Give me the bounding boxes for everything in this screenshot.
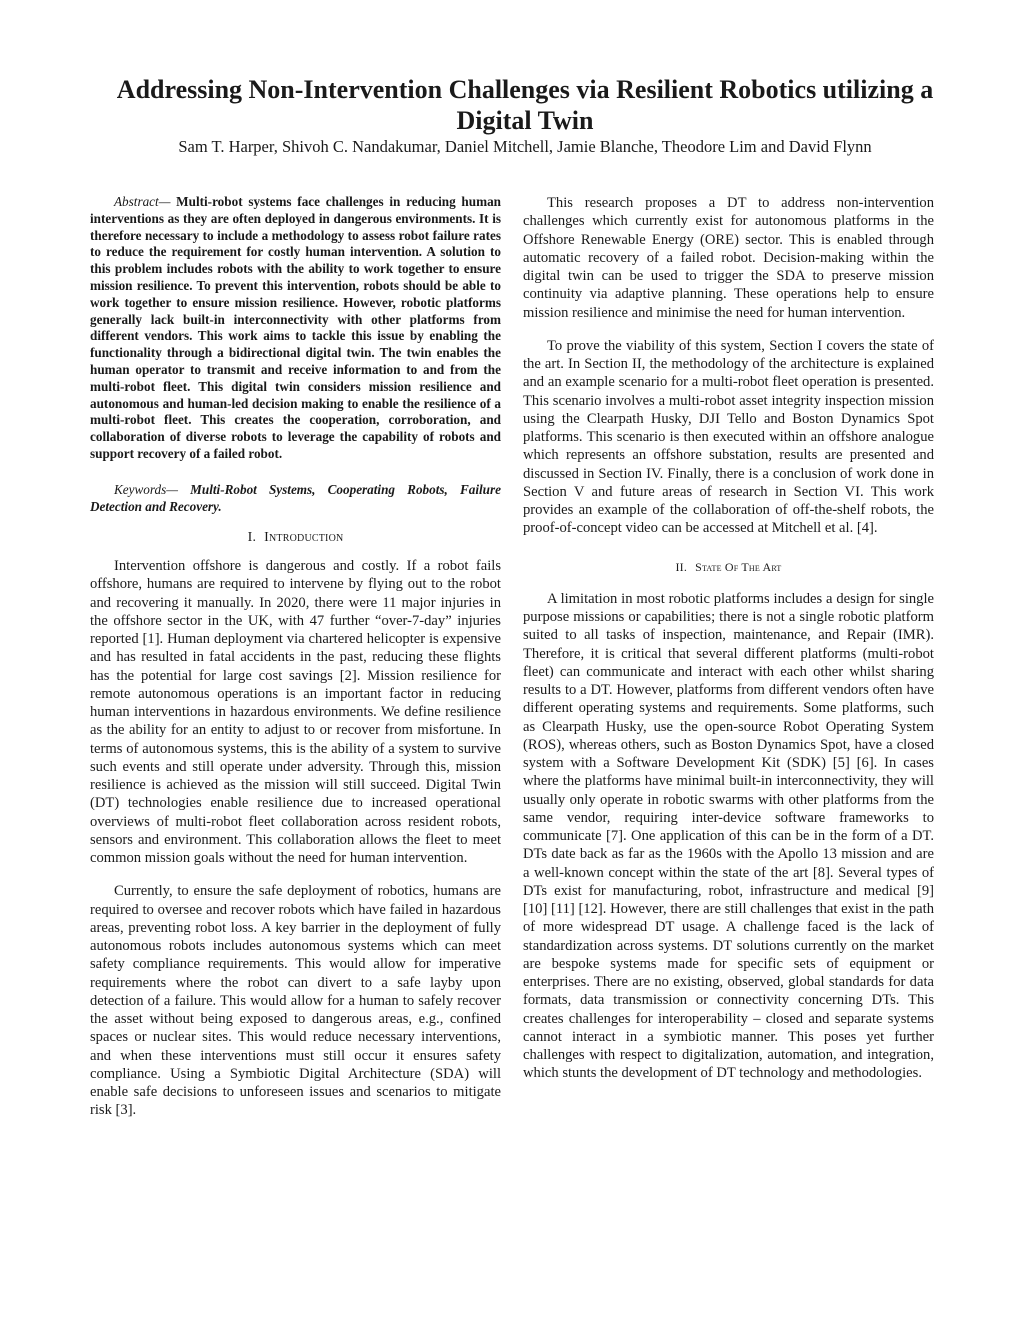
author-list: Sam T. Harper, Shivoh C. Nandakumar, Daniel Mitchell, Jamie Blanche, Theodore Lim and David Flynn bbox=[178, 137, 872, 156]
paper-title: Addressing Non-Intervention Challenges via Resilient Robotics utilizing a Digital Twin bbox=[116, 75, 934, 135]
abstract bbox=[90, 194, 501, 463]
section-heading-state-of-the-art bbox=[523, 558, 934, 576]
right-column bbox=[523, 194, 934, 1083]
section-number: II. bbox=[675, 559, 688, 574]
body-paragraph: A limitation in most robotic platforms includes a design for single purpose missions or capabilities; there is not a single robotic platform suited to all tasks of inspection, maintenance, and Repair (IMR). Therefore, it is critical that several different platforms (multi-robot fleet) can communicate and interact with each other whilst sharing results to a DT. However, platforms from different vendors often have different operating systems and requirements. Some platforms, such as Clearpath Husky, use the open-source Robot Operating System (ROS), whereas others, such as Boston Dynamics Spot, have a closed system with a Software Development Kit (SDK) [5] [6]. In cases where the platforms have minimal built-in interconnectivity, they will usually only operate in robotic swarms with other platforms from the same vendor, requiring inter-device software frameworks to communicate [7]. One application of this can be in the form of a DT. DTs date back as far as the 1960s with the Apollo 13 mission and are a well-known concept within the state of the art [8]. Several types of DTs exist for manufacturing, robot, infrastructure and medical [9] [10] [11] [12]. However, there are still challenges that exist in the path of more widespread DT usage. A challenge faced is the lack of standardization across systems. DT solutions currently on the market are bespoke systems made for specific sets of equipment or enterprises. There are no existing, observed, global standards for data formats, data transmission or connectivity concerning DTs. This creates challenges for interoperability – closed and separate systems cannot interact in a symbiotic manner. This poses yet further challenges with respect to digitalization, automation, and integration, which stunts the development of DT technology and methodologies. bbox=[523, 590, 934, 1082]
body-paragraph: This research proposes a DT to address non-intervention challenges which currently exist for autonomous platforms in the Offshore Renewable Energy (ORE) sector. This is enabled through automatic recovery of a failed robot. Decision-making within the digital twin can be used to trigger the SDA to preserve mission continuity via adaptive planning. These operations help to ensure mission resilience and minimise the need for human intervention. bbox=[523, 195, 934, 321]
abstract-label: Abstract— bbox=[114, 194, 171, 209]
keywords-text: Multi-Robot Systems, Cooperating Robots, Failure Detection and Recovery. bbox=[90, 481, 502, 514]
body-paragraph: Currently, to ensure the safe deployment of robotics, humans are required to oversee and recover robots which have failed in hazardous areas, preventing robot loss. A key barrier in the deployment of fully autonomous robots includes autonomous systems which can meet safety compliance requirements. This would allow for imperative requirements where the robot can divert to a safe layby upon detection of a failure. This would allow for a human to safely recover the asset without being exposed to dangerous areas, e.g., confined spaces or nuclear sites. This would reduce necessary interventions, and when these interventions must still occur it ensures safety compliance. Using a Symbiotic Digital Architecture (SDA) will enable safe decisions to unforeseen issues and scenarios to mitigate risk [3]. bbox=[90, 883, 501, 1119]
left-column bbox=[90, 194, 501, 1120]
section-heading-introduction bbox=[90, 529, 501, 547]
abstract-text: Multi-robot systems face challenges in reducing human interventions as they are often deployed in dangerous environments. It is therefore necessary to include a methodology to assess robot failure rates to reduce the requirement for costly human intervention. A solution to this problem includes robots with the ability to work together to ensure mission resilience. To prevent this intervention, robots should be able to work together to ensure mission resilience. However, robotic platforms generally lack built-in interconnectivity with other platforms from different vendors. This work aims to tackle this issue by enabling the functionality through a bidirectional digital twin. The twin enables the human operator to transmit and receive information to and from the multi-robot fleet. This digital twin considers mission resilience and autonomous and human-led decision making to enable the resilience of a multi-robot fleet. This creates the cooperation, corroboration, and collaboration of diverse robots to leverage the capability of robots and support recovery of a failed robot. bbox=[90, 194, 502, 461]
section-title: Introduction bbox=[264, 529, 344, 545]
keywords bbox=[90, 481, 501, 515]
body-paragraph: To prove the viability of this system, Section I covers the state of the art. In Section II, the methodology of the architecture is explained and an example scenario for a multi-robot fleet operation is presented. This scenario involves a multi-robot asset integrity inspection mission using the Clearpath Husky, DJI Tello and Boston Dynamics Spot platforms. This scenario is then executed within an offshore analogue which represents an offshore substation, results are presented and discussed in Section IV. Finally, there is a conclusion of work done in Section V and future areas of research in Section VI. This work provides an example of the collaboration of off-the-shelf robots, the proof-of-concept video can be accessed at Mitchell et al. [4]. bbox=[523, 337, 934, 537]
keywords-label: Keywords— bbox=[114, 481, 178, 497]
section-number: I. bbox=[247, 529, 257, 545]
section-title: State Of The Art bbox=[695, 559, 782, 574]
body-paragraph: Intervention offshore is dangerous and costly. If a robot fails offshore, humans are required to intervene by flying out to the robot and recovering it manually. In 2020, there were 11 major injuries in the offshore sector in the UK, with 47 further “over-7-day” injuries reported [1]. Human deployment via chartered helicopter is expensive and has resulted in fatal accidents in the past, reducing these flights has the potential for large cost savings [2]. Mission resilience for remote autonomous operations is an important factor in reducing human interventions in hazardous environments. We define resilience as the ability for an entity to adjust to or recover from misfortune. In terms of autonomous systems, this is the ability of a system to survive such events and still operate under adversity. Through this, mission resilience is achieved as the mission will still succeed. Digital Twin (DT) technologies enable resilience due to increased operational overviews of multi-robot fleet collaboration across resident robots, sensors and environment. This collaboration allows the fleet to meet common mission goals without the need for human intervention. bbox=[90, 558, 501, 866]
